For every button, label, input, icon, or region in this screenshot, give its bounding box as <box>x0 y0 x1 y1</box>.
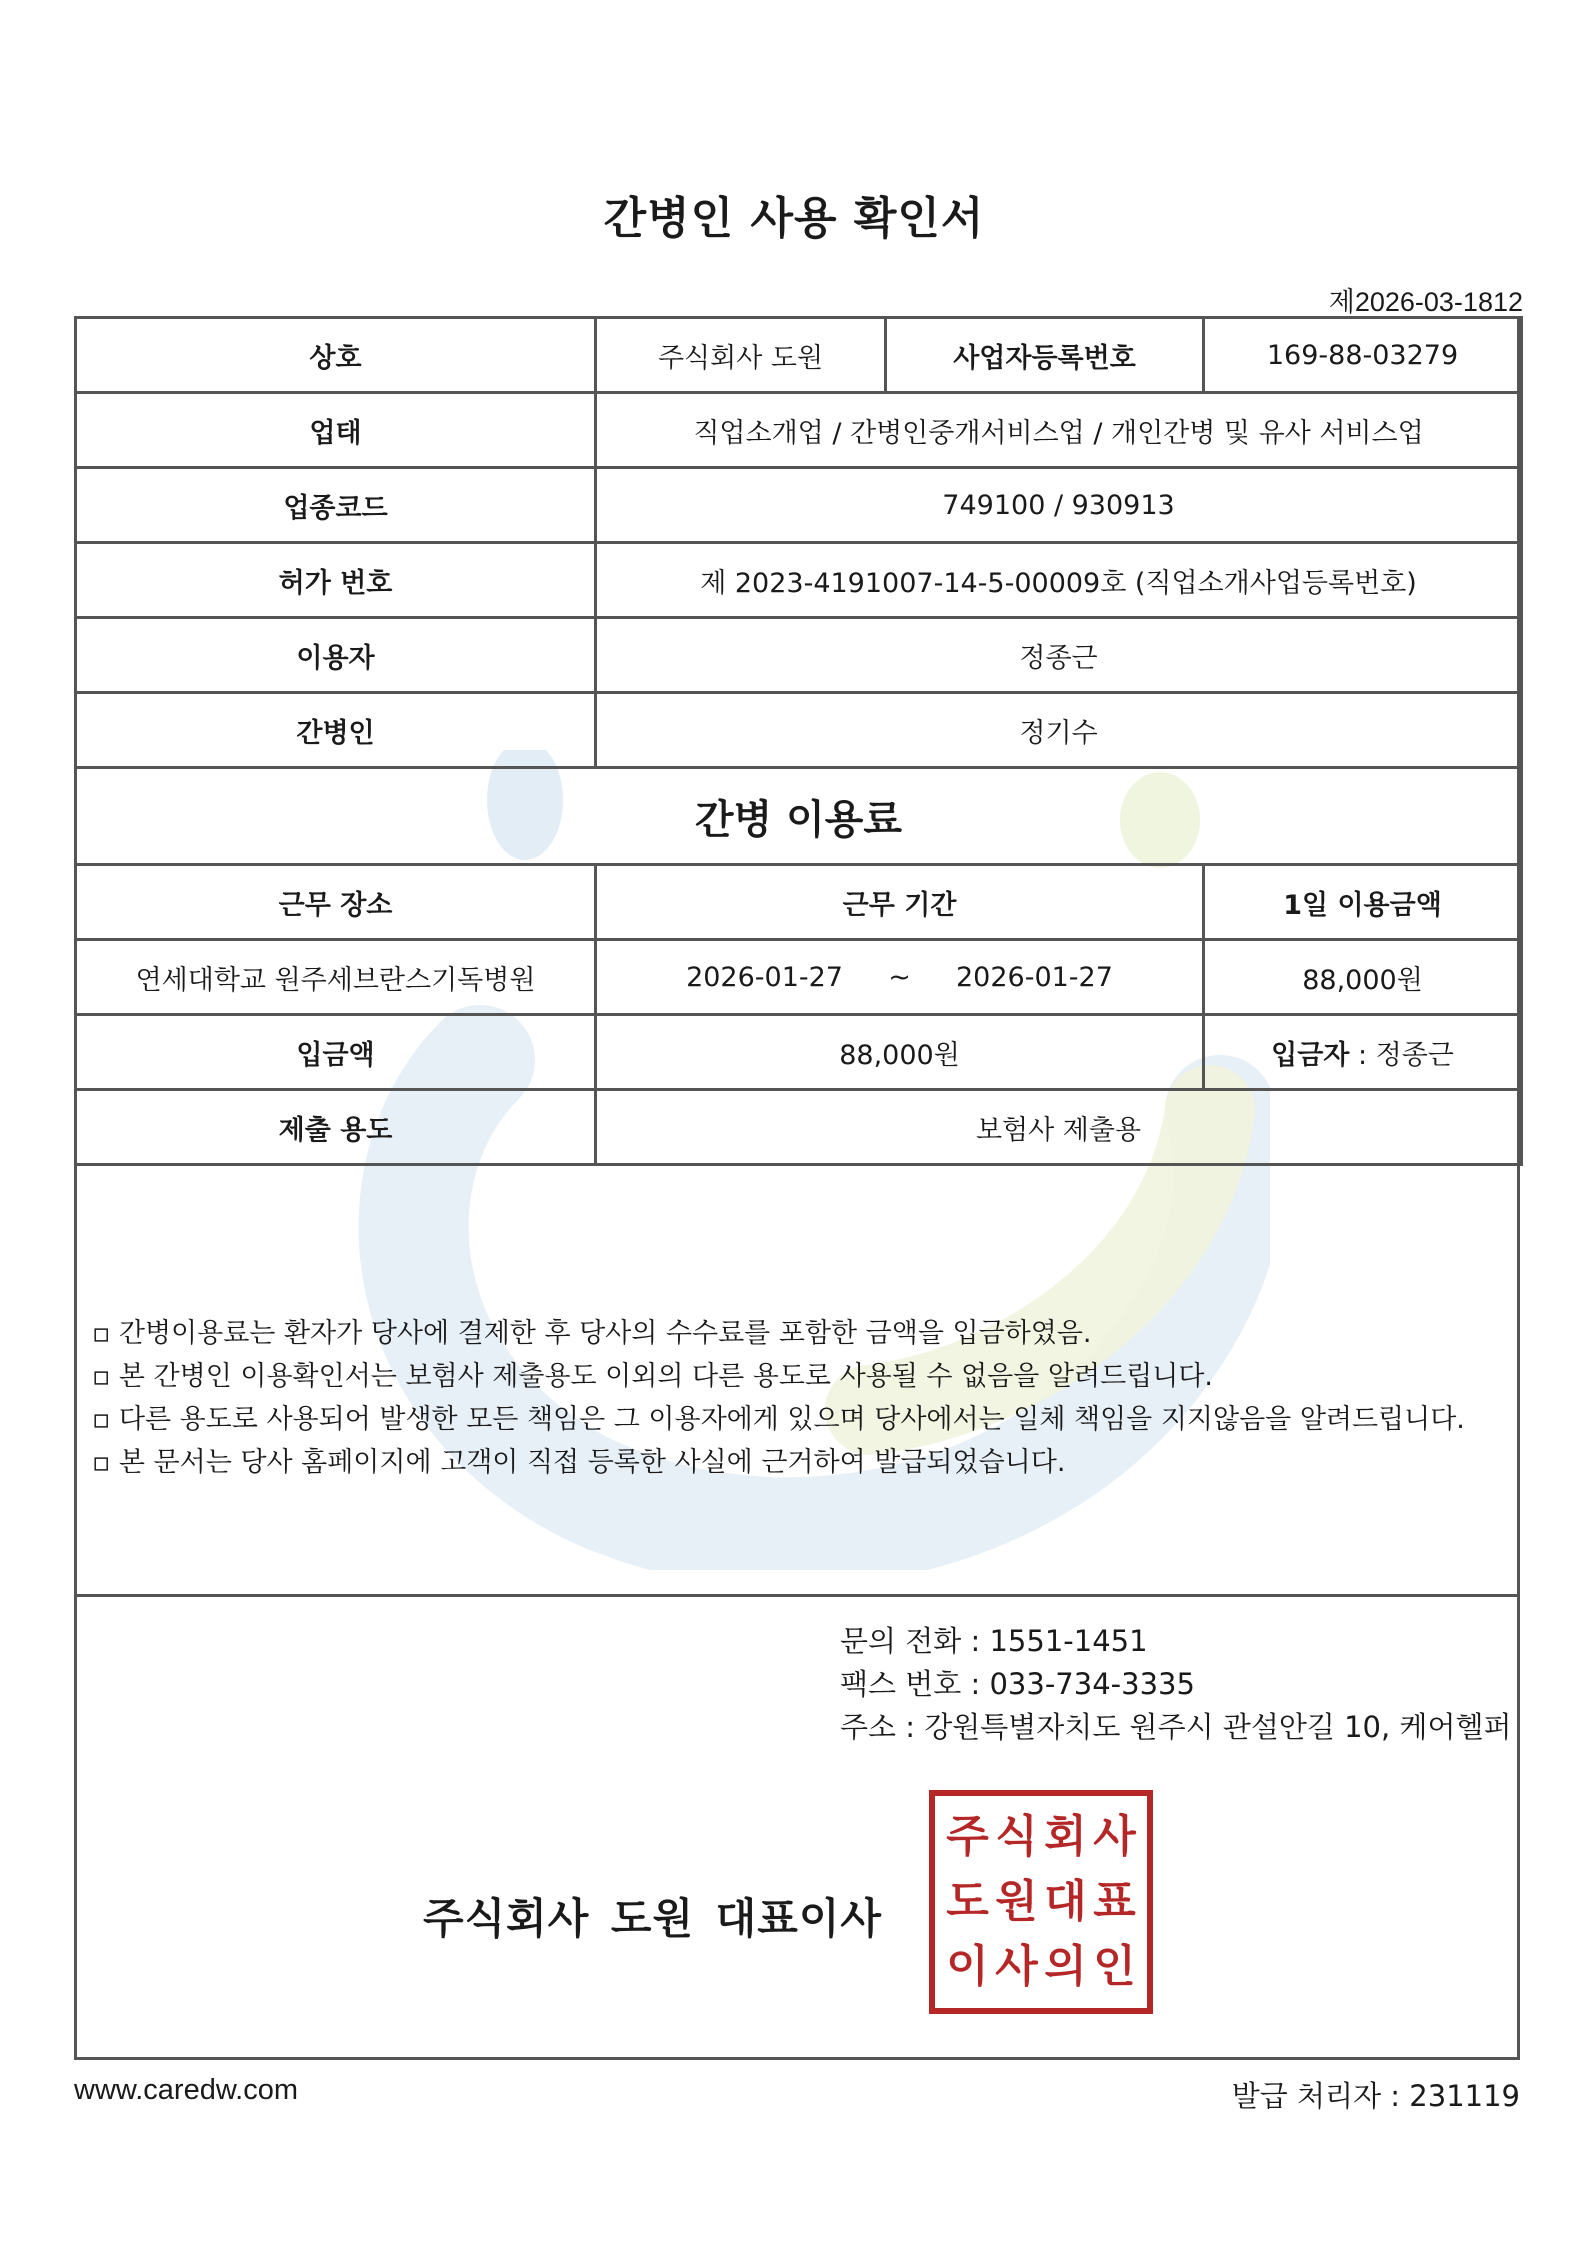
reg-number-label: 사업자등록번호 <box>886 318 1204 393</box>
reg-number-value: 169-88-03279 <box>1204 318 1522 393</box>
row-license <box>76 543 1522 618</box>
purpose-label: 제출 용도 <box>76 1090 596 1165</box>
purpose-value: 보험사 제출용 <box>596 1090 1522 1165</box>
company-name-label: 상호 <box>76 318 596 393</box>
row-fee-values <box>76 940 1522 1015</box>
seal-char: 의 <box>1044 1941 1087 1993</box>
row-company <box>76 318 1522 393</box>
depositor-cell <box>1204 1015 1522 1090</box>
caregiver-label: 간병인 <box>76 693 596 768</box>
business-label: 업태 <box>76 393 596 468</box>
info-table <box>74 316 1523 1166</box>
row-deposit <box>76 1015 1522 1090</box>
notice-item: ▫ 다른 용도로 사용되어 발생한 모든 책임은 그 이용자에게 있으며 당사에서는 일체 책임을 지지않음을 알려드립니다. <box>92 1404 1465 1435</box>
seal-char: 대 <box>1044 1875 1087 1927</box>
row-fee-section <box>76 768 1522 865</box>
seal-char: 인 <box>1093 1941 1136 1993</box>
seal-char: 사 <box>995 1941 1038 1993</box>
signer-name: 주식회사 도원 대표이사 <box>423 1894 882 1943</box>
code-label: 업종코드 <box>76 468 596 543</box>
divider <box>74 1594 1520 1597</box>
daily-fee-value: 88,000원 <box>1204 940 1522 1015</box>
period-value <box>596 940 1204 1015</box>
seal-char: 사 <box>1093 1810 1136 1862</box>
caregiver-value: 정기수 <box>596 693 1522 768</box>
document-title: 간병인 사용 확인서 <box>603 193 985 244</box>
contact-address: 주소 : 강원특별자치도 원주시 관설안길 10, 케어헬퍼 <box>840 1710 1512 1744</box>
deposit-value: 88,000원 <box>596 1015 1204 1090</box>
company-seal <box>929 1790 1153 2014</box>
place-header: 근무 장소 <box>76 865 596 940</box>
seal-char: 회 <box>1044 1810 1087 1862</box>
contact-fax: 팩스 번호 : 033-734-3335 <box>840 1667 1195 1701</box>
place-value: 연세대학교 원주세브란스기독병원 <box>76 940 596 1015</box>
document-number: 제2026-03-1812 <box>1328 287 1523 317</box>
period-header: 근무 기간 <box>596 865 1204 940</box>
deposit-label: 입금액 <box>76 1015 596 1090</box>
period-end: 2026-01-27 <box>956 961 1113 993</box>
user-value: 정종근 <box>596 618 1522 693</box>
user-label: 이용자 <box>76 618 596 693</box>
seal-char: 표 <box>1093 1875 1136 1927</box>
row-business <box>76 393 1522 468</box>
seal-char: 원 <box>995 1875 1038 1927</box>
row-user <box>76 618 1522 693</box>
issuer-id: 발급 처리자 : 231119 <box>1231 2079 1520 2113</box>
period-start: 2026-01-27 <box>686 961 843 993</box>
depositor-value: : 정종근 <box>1357 1039 1454 1071</box>
notice-item: ▫ 본 간병인 이용확인서는 보험사 제출용도 이외의 다른 용도로 사용될 수 없음을 알려드립니다. <box>92 1361 1213 1392</box>
notice-item: ▫ 본 문서는 당사 홈페이지에 고객이 직접 등록한 사실에 근거하여 발급되었습니다. <box>92 1447 1066 1478</box>
contact-phone: 문의 전화 : 1551-1451 <box>840 1624 1148 1658</box>
website-link[interactable]: www.caredw.com <box>74 2074 299 2106</box>
depositor-label: 입금자 <box>1271 1039 1350 1071</box>
seal-char: 주 <box>946 1810 989 1862</box>
company-name-value: 주식회사 도원 <box>596 318 886 393</box>
row-purpose <box>76 1090 1522 1165</box>
period-separator: ~ <box>888 961 911 993</box>
row-fee-headers <box>76 865 1522 940</box>
row-caregiver <box>76 693 1522 768</box>
notice-item: ▫ 간병이용료는 환자가 당사에 결제한 후 당사의 수수료를 포함한 금액을 입금하였음. <box>92 1318 1092 1349</box>
license-label: 허가 번호 <box>76 543 596 618</box>
seal-char: 도 <box>946 1875 989 1927</box>
notice-list <box>92 1312 1502 1484</box>
seal-char: 이 <box>946 1941 989 1993</box>
fee-section-title: 간병 이용료 <box>76 768 1522 865</box>
contact-info <box>840 1620 1511 1749</box>
daily-fee-header: 1일 이용금액 <box>1204 865 1522 940</box>
row-code <box>76 468 1522 543</box>
seal-char: 식 <box>995 1810 1038 1862</box>
code-value: 749100 / 930913 <box>596 468 1522 543</box>
business-value: 직업소개업 / 간병인중개서비스업 / 개인간병 및 유사 서비스업 <box>596 393 1522 468</box>
license-value: 제 2023-4191007-14-5-00009호 (직업소개사업등록번호) <box>596 543 1522 618</box>
